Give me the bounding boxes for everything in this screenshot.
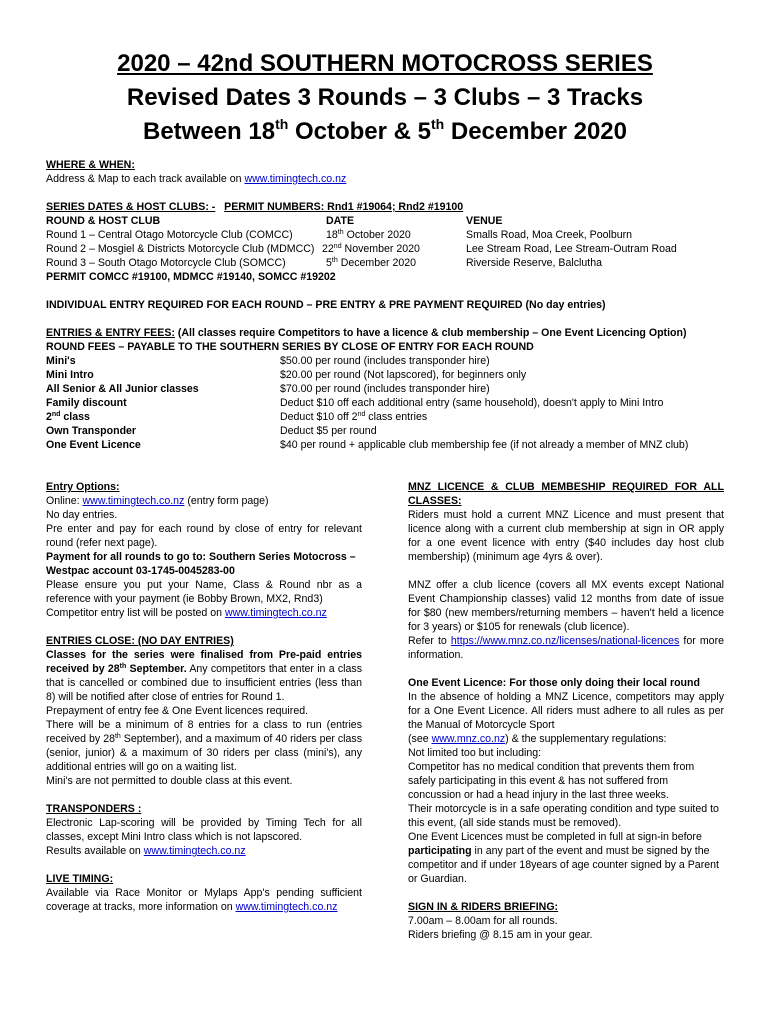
fee-amount: $20.00 per round (Not lapscored), for beginners only (280, 369, 527, 381)
round-2-date: 22nd November 2020 (322, 243, 420, 255)
mnz-offer-text: MNZ offer a club licence (covers all MX events except National Event Championship classes) valid 12 months from date of issue for $80 (new members/returning members – haven't held a licence for 3 years) or $105 for renewals (club licence). (408, 579, 724, 633)
title-line-1: 2020 – 42nd SOUTHERN MOTOCROSS SERIES (117, 50, 653, 77)
where-heading: WHERE & WHEN: (46, 159, 135, 171)
riders-must-text: Riders must hold a current MNZ Licence and must present that licence along with a current club membership at sign in OR apply for a one event licence with entry ($40 includes day host club membership) (minimum age 4yrs & over). (408, 509, 724, 563)
riders-briefing-text: Riders briefing @ 8.15 am in your gear. (408, 929, 593, 941)
timingtech-link[interactable]: www.timingtech.co.nz (244, 173, 347, 185)
not-limited-text: Not limited too but including: (408, 747, 542, 759)
prepayment-text: Prepayment of entry fee & One Event licences required. (46, 705, 309, 717)
no-day-entries: No day entries. (46, 509, 118, 521)
mnz-licences-link[interactable]: https://www.mnz.co.nz/licenses/national-licences (450, 635, 680, 647)
col-venue-header: VENUE (466, 215, 503, 227)
right-column (408, 480, 724, 942)
results-line: Results available on www.timingtech.co.nz (46, 845, 246, 857)
fee-amount: $40 per round + applicable club membership fee (if not already a member of MNZ club) (280, 439, 689, 451)
where-text: Address & Map to each track available on www.timingtech.co.nz (46, 173, 347, 185)
one-event-licence-heading: One Event Licence: For those only doing their local round (408, 677, 700, 689)
round-2-club: Round 2 – Mosgiel & Districts Motorcycle Club (MDMCC) (46, 243, 315, 255)
fee-label: Mini Intro (46, 369, 94, 381)
fee-label: Family discount (46, 397, 127, 409)
pre-enter-text: Pre enter and pay for each round by close of entry for relevant round (refer next page). (46, 523, 362, 549)
payment-reference-text: Please ensure you put your Name, Class & Round nbr as a reference with your payment (ie Bobby Brown, MX2, Rnd3) (46, 579, 362, 605)
entry-page-link[interactable]: www.timingtech.co.nz (82, 495, 185, 507)
mnz-link[interactable]: www.mnz.co.nz (431, 733, 506, 745)
permit-line: PERMIT COMCC #19100, MDMCC #19140, SOMCC #19202 (46, 271, 336, 283)
entry-options-heading: Entry Options: (46, 481, 120, 493)
minimum-entries-text: There will be a minimum of 8 entries for a class to run (entries received by 28th September), and a maximum of 40 riders per class (senior, junior) & a maximum of 30 riders per class (mini's), any additional entries will go on a waiting list. (46, 719, 362, 773)
mnz-licence-heading: MNZ LICENCE & CLUB MEMBESHIP REQUIRED FOR ALL CLASSES: (408, 481, 724, 507)
individual-entry-notice: INDIVIDUAL ENTRY REQUIRED FOR EACH ROUND – PRE ENTRY & PRE PAYMENT REQUIRED (No day entries) (46, 299, 606, 311)
competitor-list-line: Competitor entry list will be posted on www.timingtech.co.nz (46, 607, 327, 619)
medical-condition-text: Competitor has no medical condition that prevents them from safely participating in this event & has not suffered from concussion or had a head injury in the last three weeks. (408, 761, 695, 801)
motorcycle-condition-text: Their motorcycle is in a safe operating condition and type suited to this event, (all side stands must be removed). (408, 803, 719, 829)
sign-in-time: 7.00am – 8.00am for all rounds. (408, 915, 558, 927)
complete-licence-text: One Event Licences must be completed in full at sign-in before participating in any part of the event and must be signed by the competitor and if under 18years of age counter signed by a Parent or Guardian. (408, 831, 719, 885)
fee-label: Mini's (46, 355, 76, 367)
transponders-text: Electronic Lap-scoring will be provided by Timing Tech for all classes, except Mini Intro class which is not lapscored. (46, 817, 362, 843)
round-1-venue: Smalls Road, Moa Creek, Poolburn (466, 229, 633, 241)
classes-finalised-text: Classes for the series were finalised from Pre-paid entries received by 28th September. Any competitors that enter in a class that is cancelled or combined due to insufficient entries (less than 8) will be notified after close of entries for Round 1. (46, 649, 362, 703)
fee-label: All Senior & All Junior classes (46, 383, 199, 395)
fee-label: 2nd class (46, 411, 90, 423)
payment-details: Payment for all rounds to go to: Southern Series Motocross – Westpac account 03-1745-0045283-00 (46, 551, 356, 577)
title-line-2: Revised Dates 3 Rounds – 3 Clubs – 3 Tracks (126, 84, 644, 111)
fee-amount: Deduct $10 off each additional entry (same household), doesn't apply to Mini Intro (280, 397, 664, 409)
fee-amount: $70.00 per round (includes transponder hire) (280, 383, 490, 395)
series-heading: SERIES DATES & HOST CLUBS: - PERMIT NUMBERS: Rnd1 #19064; Rnd2 #19100 (46, 201, 464, 213)
round-3-venue: Riverside Reserve, Balclutha (466, 257, 603, 269)
absence-text: In the absence of holding a MNZ Licence, competitors may apply for a One Event Licence. All riders must adhere to all rules as per the Manual of Motorcycle Sport (408, 691, 724, 731)
round-3-club: Round 3 – South Otago Motorcycle Club (SOMCC) (46, 257, 286, 269)
title-line-3: Between 18th October & 5th December 2020 (143, 116, 627, 145)
fees-subheading: ROUND FEES – PAYABLE TO THE SOUTHERN SERIES BY CLOSE OF ENTRY FOR EACH ROUND (46, 341, 534, 353)
col-date-header: DATE (326, 215, 355, 227)
see-mnz-line: (see www.mnz.co.nz) & the supplementary regulations: (408, 733, 667, 745)
fees-heading: ENTRIES & ENTRY FEES: (All classes require Competitors to have a licence & club membership – One Event Licencing Option) (46, 327, 687, 339)
fee-amount: Deduct $5 per round (280, 425, 377, 437)
results-link[interactable]: www.timingtech.co.nz (143, 845, 246, 857)
fee-amount: Deduct $10 off 2nd class entries (280, 411, 428, 423)
round-1-club: Round 1 – Central Otago Motorcycle Club (COMCC) (46, 229, 293, 241)
fee-label: Own Transponder (46, 425, 137, 437)
competitor-list-link[interactable]: www.timingtech.co.nz (225, 607, 327, 619)
col-club-header: ROUND & HOST CLUB (46, 215, 161, 227)
round-1-date: 18th October 2020 (326, 229, 411, 241)
transponders-heading: TRANSPONDERS : (46, 803, 142, 815)
fee-label: One Event Licence (46, 439, 141, 451)
fee-amount: $50.00 per round (includes transponder hire) (280, 355, 490, 367)
entries-close-heading: ENTRIES CLOSE: (NO DAY ENTRIES) (46, 635, 234, 647)
round-2-venue: Lee Stream Road, Lee Stream-Outram Road (466, 243, 677, 255)
online-line: Online: www.timingtech.co.nz (entry form page) (46, 495, 269, 507)
round-3-date: 5th December 2020 (326, 257, 417, 269)
refer-line: Refer to https://www.mnz.co.nz/licenses/national-licences for more information. (408, 635, 724, 661)
live-timing-text: Available via Race Monitor or Mylaps App's pending sufficient coverage at tracks, more information on www.timingtech.co.nz (46, 887, 362, 913)
live-timing-heading: LIVE TIMING: (46, 873, 114, 885)
left-column (46, 480, 362, 914)
sign-in-heading: SIGN IN & RIDERS BRIEFING: (408, 901, 559, 913)
live-timing-link[interactable]: www.timingtech.co.nz (235, 901, 338, 913)
minis-double-class-text: Mini's are not permitted to double class at this event. (46, 775, 293, 787)
